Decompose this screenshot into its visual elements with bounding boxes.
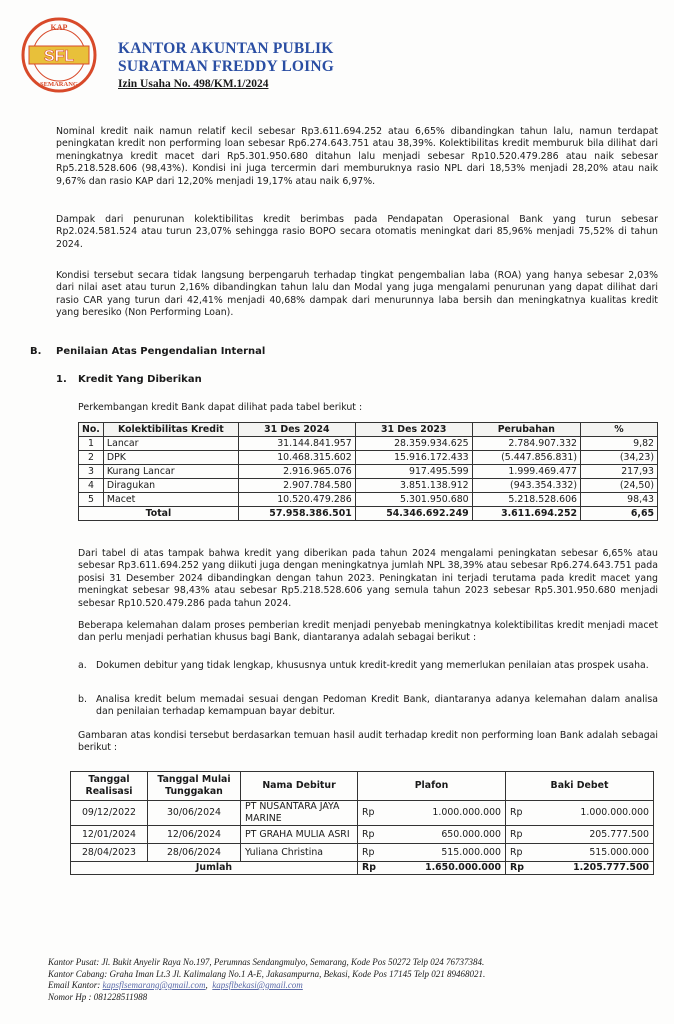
currency-cell: Rp xyxy=(506,844,537,862)
collectibility-label: DPK xyxy=(103,451,238,465)
section-1-heading xyxy=(56,374,202,385)
currency-cell: Rp xyxy=(358,844,389,862)
firm-name-line1: KANTOR AKUNTAN PUBLIK xyxy=(118,40,334,57)
value-cell: 3.851.138.912 xyxy=(355,479,472,493)
value-cell: 10.520.479.286 xyxy=(238,493,355,507)
plafon-amount: 1.000.000.000 xyxy=(388,801,506,826)
value-cell: (34,23) xyxy=(581,451,658,465)
row-number: 5 xyxy=(79,493,104,507)
row-number: 1 xyxy=(79,437,104,451)
value-cell: 2.916.965.076 xyxy=(238,465,355,479)
value-cell: 28.359.934.625 xyxy=(355,437,472,451)
table-row xyxy=(79,465,658,479)
collectibility-label: Diragukan xyxy=(103,479,238,493)
arrears-start-date: 28/06/2024 xyxy=(148,844,241,862)
table-row xyxy=(71,801,654,826)
row-number: 3 xyxy=(79,465,104,479)
section-1-marker: 1. xyxy=(56,374,67,385)
list-item xyxy=(78,694,658,719)
currency-cell: Rp xyxy=(358,862,389,875)
value-cell: 217,93 xyxy=(581,465,658,479)
row-number: 2 xyxy=(79,451,104,465)
arrears-start-date: 12/06/2024 xyxy=(148,826,241,844)
table-row xyxy=(79,437,658,451)
kap-sfl-logo xyxy=(20,16,98,94)
debtor-name: Yuliana Christina xyxy=(241,844,358,862)
value-cell: (24,50) xyxy=(581,479,658,493)
section-b-heading xyxy=(30,346,265,357)
section-b-title: Penilaian Atas Pengendalian Internal xyxy=(56,346,266,357)
logo-bottom-text: SEMARANG xyxy=(40,81,78,88)
value-cell: 917.495.599 xyxy=(355,465,472,479)
col-header: Nama Debitur xyxy=(241,772,358,801)
list-text: Analisa kredit belum memadai sesuai dengan Pedoman Kredit Bank, diantaranya adanya kelemahan dalam analisa dan penilaian terhadap kemampuan bayar debitur. xyxy=(96,694,658,718)
email-link-semarang[interactable]: kapsflsemarang@gmail.com xyxy=(102,980,206,990)
col-header: Plafon xyxy=(358,772,506,801)
total-label: Total xyxy=(79,507,239,521)
col-header: 31 Des 2024 xyxy=(238,423,355,437)
row-number: 4 xyxy=(79,479,104,493)
realization-date: 12/01/2024 xyxy=(71,826,148,844)
col-header: Baki Debet xyxy=(506,772,654,801)
value-cell: (5.447.856.831) xyxy=(472,451,580,465)
list-item xyxy=(78,660,658,672)
value-cell: 5.301.950.680 xyxy=(355,493,472,507)
value-cell: (943.354.332) xyxy=(472,479,580,493)
paragraph-3: Kondisi tersebut secara tidak langsung berpengaruh terhadap tingkat pengembalian laba (ROA) yang hanya sebesar 2,03% dari nilai aset atau turun 2,16% dibandingkan tahun lalu dan Modal yang juga mengalami penurunan yang dapat dilihat dari rasio CAR yang turun dari 42,41% menjadi 40,68% dampak dari menurunnya laba bersih dan meningkatnya kualitas kredit yang beresiko (Non Performing Loan). xyxy=(56,270,658,319)
collectibility-label: Lancar xyxy=(103,437,238,451)
table-header-row xyxy=(79,423,658,437)
debtor-name: PT GRAHA MULIA ASRI xyxy=(241,826,358,844)
collectibility-label: Macet xyxy=(103,493,238,507)
paragraph-2: Dampak dari penurunan kolektibilitas kredit berimbas pada Pendapatan Operasional Bank yang turun sebesar Rp2.024.581.524 atau turun 23,07% sehingga rasio BOPO secara otomatis meningkat dari 85,96% menjadi 75,52% di tahun 2024. xyxy=(56,214,658,250)
table-row xyxy=(79,479,658,493)
currency-cell: Rp xyxy=(506,801,537,826)
value-cell: 1.999.469.477 xyxy=(472,465,580,479)
footer-branch-office: Kantor Cabang: Graha Iman Lt.3 Jl. Kalimalang No.1 A-E, Jakasampurna, Bekasi, Kode Pos 17145 Telp 021 89468021. xyxy=(48,968,486,979)
table-row xyxy=(71,844,654,862)
value-cell: 5.218.528.606 xyxy=(472,493,580,507)
footer-email-line: Email Kantor: kapsflsemarang@gmail.com, kapsflbekasi@gmail.com xyxy=(48,980,303,990)
baki-debet-amount: 205.777.500 xyxy=(536,826,654,844)
npl-debtor-table xyxy=(70,771,654,875)
email-label: Email Kantor: xyxy=(48,980,103,990)
collectibility-label: Kurang Lancar xyxy=(103,465,238,479)
table-total-row xyxy=(79,507,658,521)
table1-intro: Perkembangan kredit Bank dapat dilihat pada tabel berikut : xyxy=(78,402,363,413)
baki-debet-amount: 1.000.000.000 xyxy=(536,801,654,826)
value-cell: 15.916.172.433 xyxy=(355,451,472,465)
realization-date: 09/12/2022 xyxy=(71,801,148,826)
paragraph-6: Gambaran atas kondisi tersebut berdasarkan temuan hasil audit terhadap kredit non performing loan Bank adalah sebagai berikut : xyxy=(78,730,658,754)
list-text: Dokumen debitur yang tidak lengkap, khususnya untuk kredit-kredit yang memerlukan penilaian atas prospek usaha. xyxy=(96,660,649,671)
total-cell: 6,65 xyxy=(581,507,658,521)
value-cell: 10.468.315.602 xyxy=(238,451,355,465)
section-1-title: Kredit Yang Diberikan xyxy=(78,374,202,385)
plafon-amount: 515.000.000 xyxy=(388,844,506,862)
currency-cell: Rp xyxy=(506,862,537,875)
value-cell: 31.144.841.957 xyxy=(238,437,355,451)
logo-mid-text: SFL xyxy=(43,48,75,65)
col-header: Tanggal Mulai Tunggakan xyxy=(148,772,241,801)
table-total-row xyxy=(71,862,654,875)
value-cell: 2.784.907.332 xyxy=(472,437,580,451)
paragraph-5: Beberapa kelemahan dalam proses pemberian kredit menjadi penyebab meningkatnya kolektibilitas kredit menjadi macet dan perlu menjadi perhatian khusus bagi Bank, diantaranya adalah sebagai berikut : xyxy=(78,620,658,644)
list-marker: b. xyxy=(78,694,87,705)
paragraph-1: Nominal kredit naik namun relatif kecil sebesar Rp3.611.694.252 atau 6,65% dibandingkan tahun lalu, namun terdapat peningkatan kredit non performing loan sebesar Rp6.274.643.751 atau 38,39%. Kolektibilitas kredit memburuk bila dilihat dari meningkatnya kredit macet dari Rp5.301.950.680 ditahun lalu menjadi sebesar Rp10.520.479.286 atau naik sebesar Rp5.218.528.606 (98,43%). Kondisi ini juga tercermin dari memburuknya rasio NPL dari 18,53% menjadi 28,20% atau naik 9,67% dan rasio KAP dari 12,20% menjadi 19,17% atau naik 6,97%. xyxy=(56,126,658,187)
total-plafon: 1.650.000.000 xyxy=(388,862,506,875)
currency-cell: Rp xyxy=(358,801,389,826)
baki-debet-amount: 515.000.000 xyxy=(536,844,654,862)
col-header: % xyxy=(581,423,658,437)
currency-cell: Rp xyxy=(506,826,537,844)
total-baki-debet: 1.205.777.500 xyxy=(536,862,654,875)
license-number: Izin Usaha No. 498/KM.1/2024 xyxy=(118,78,269,90)
table-row xyxy=(79,451,658,465)
section-b-marker: B. xyxy=(30,346,42,357)
table-row xyxy=(79,493,658,507)
letterhead xyxy=(118,40,334,92)
logo-top-text: KAP xyxy=(50,23,68,32)
total-cell: 54.346.692.249 xyxy=(355,507,472,521)
table-row xyxy=(71,826,654,844)
arrears-start-date: 30/06/2024 xyxy=(148,801,241,826)
col-header: 31 Des 2023 xyxy=(355,423,472,437)
col-header: Kolektibilitas Kredit xyxy=(103,423,238,437)
email-link-bekasi[interactable]: kapsflbekasi@gmail.com xyxy=(212,980,303,990)
debtor-name: PT NUSANTARA JAYA MARINE xyxy=(241,801,358,826)
total-cell: 3.611.694.252 xyxy=(472,507,580,521)
paragraph-4: Dari tabel di atas tampak bahwa kredit yang diberikan pada tahun 2024 mengalami peningkatan sebesar 6,65% atau sebesar Rp3.611.694.252 yang diikuti juga dengan meningkatnya jumlah NPL 38,39% atau sebesar Rp6.274.643.751 pada posisi 31 Desember 2024 dibandingkan dengan tahun 2023. Peningkatan ini terjadi terutama pada kredit macet yang meningkat sebesar 98,43% atau sebesar Rp5.218.528.606 yang semula tahun 2023 sebesar Rp5.301.950.680 menjadi sebesar Rp10.520.479.286 pada tahun 2024. xyxy=(78,548,658,609)
currency-cell: Rp xyxy=(358,826,389,844)
col-header: No. xyxy=(79,423,104,437)
footer-phone: Nomor Hp : 081228511988 xyxy=(48,991,148,1002)
footer-head-office: Kantor Pusat: Jl. Bukit Anyelir Raya No.197, Perumnas Sendangmulyo, Semarang, Kode Pos 50272 Telp 024 76737384. xyxy=(48,957,485,967)
realization-date: 28/04/2023 xyxy=(71,844,148,862)
col-header: Perubahan xyxy=(472,423,580,437)
value-cell: 9,82 xyxy=(581,437,658,451)
total-label: Jumlah xyxy=(71,862,358,875)
credit-collectibility-table xyxy=(78,422,658,521)
footer xyxy=(48,957,485,1003)
table-header-row xyxy=(71,772,654,801)
value-cell: 2.907.784.580 xyxy=(238,479,355,493)
total-cell: 57.958.386.501 xyxy=(238,507,355,521)
col-header: Tanggal Realisasi xyxy=(71,772,148,801)
plafon-amount: 650.000.000 xyxy=(388,826,506,844)
list-marker: a. xyxy=(78,660,87,671)
firm-name-line2: SURATMAN FREDDY LOING xyxy=(118,58,335,75)
value-cell: 98,43 xyxy=(581,493,658,507)
